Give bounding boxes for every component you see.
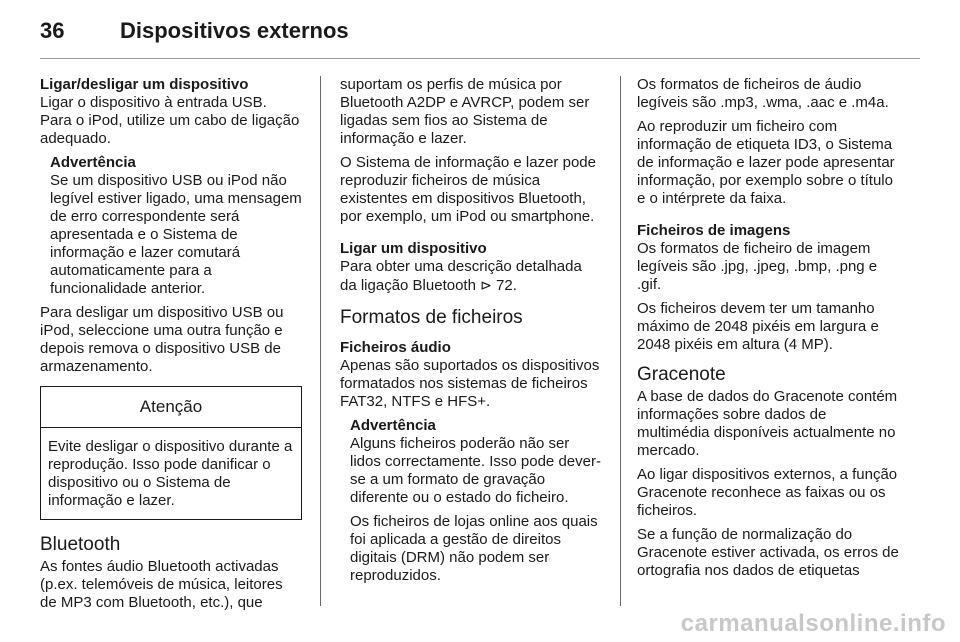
warning-text: Alguns ficheiros poderão não ser lidos correctamente. Isso pode dever-se a um formato de gravação diferente ou o estado do ficheiro.: [350, 435, 601, 506]
attention-box: [40, 386, 302, 520]
watermark: carmanualsonline.info: [680, 610, 946, 637]
column-divider-1: [320, 76, 321, 606]
bluetooth-continued: suportam os perfis de música por Bluetooth A2DP e AVRCP, podem ser ligadas sem fios ao Sistema de informação e lazer.: [340, 76, 590, 147]
image-files-heading: Ficheiros de imagens: [637, 222, 791, 239]
chapter-title: Dispositivos externos: [120, 18, 349, 43]
column-divider-2: [620, 76, 621, 606]
page-ref-arrow-icon: ⊳: [480, 277, 492, 293]
connect-heading: Ligar/desligar um dispositivo: [40, 76, 249, 93]
attention-text: Evite desligar o dispositivo durante a reprodução. Isso pode danificar o dispositivo ou o Sistema de informação e lazer.: [48, 438, 293, 509]
column-2: [340, 76, 602, 591]
connect-device-heading: Ligar um dispositivo: [340, 240, 487, 257]
gracenote-paragraph-2: Ao ligar dispositivos externos, a função Gracenote reconhece as faixas ou os ficheiros.: [637, 466, 898, 519]
gracenote-title: Gracenote: [637, 364, 726, 385]
warning-note-2: [340, 417, 602, 585]
column-3: [637, 76, 899, 586]
gracenote-paragraph-1: A base de dados do Gracenote contém informações sobre dados de multimédia disponíveis actualmente no mercado.: [637, 388, 898, 459]
bluetooth-title: Bluetooth: [40, 534, 121, 555]
bluetooth-paragraph: As fontes áudio Bluetooth activadas (p.ex. telemóveis de música, leitores de MP3 com Bluetooth, etc.), que: [40, 558, 283, 611]
connect-device-text: Para obter uma descrição detalhada da ligação Bluetooth: [340, 258, 582, 294]
page-number: 36: [40, 18, 65, 43]
column-1: [40, 76, 302, 618]
connect-device-paragraph: [340, 258, 602, 295]
audio-formats-paragraph: Os formatos de ficheiros de áudio legíveis são .mp3, .wma, .aac e .m4a.: [637, 76, 889, 111]
header-divider: [40, 58, 920, 59]
audio-files-heading: Ficheiros áudio: [340, 339, 451, 356]
warning-title: Advertência: [50, 154, 136, 171]
warning-title: Advertência: [350, 417, 436, 434]
warning-text: Os ficheiros de lojas online aos quais foi aplicada a gestão de direitos digitais (DRM) não podem ser reproduzidos.: [350, 513, 598, 584]
audio-files-paragraph: Apenas são suportados os dispositivos formatados nos sistemas de ficheiros FAT32, NTFS e HFS+.: [340, 357, 600, 410]
page-header: [40, 18, 920, 46]
system-paragraph: O Sistema de informação e lazer pode reproduzir ficheiros de música existentes em dispositivos Bluetooth, por exemplo, um iPod ou smartphone.: [340, 154, 596, 225]
image-size-paragraph: Os ficheiros devem ter um tamanho máximo de 2048 pixéis em largura e 2048 pixéis em altura (4 MP).: [637, 300, 879, 353]
id3-paragraph: Ao reproduzir um ficheiro com informação de etiqueta ID3, o Sistema de informação e lazer pode apresentar informação, por exemplo sobre o título e o intérprete da faixa.: [637, 118, 895, 207]
file-formats-title: Formatos de ficheiros: [340, 307, 523, 328]
warning-text: Se um dispositivo USB ou iPod não legível estiver ligado, uma mensagem de erro correspondente será apresentada e o Sistema de informação e lazer comutará automaticamente para a funcionalidade anterior.: [50, 172, 302, 297]
gracenote-paragraph-3: Se a função de normalização do Gracenote estiver activada, os erros de ortografia nos dados de etiquetas: [637, 526, 899, 579]
page-ref-number[interactable]: 72.: [496, 277, 517, 294]
connect-paragraph: Ligar o dispositivo à entrada USB. Para o iPod, utilize um cabo de ligação adequado.: [40, 94, 300, 147]
attention-title: Atenção: [41, 387, 301, 428]
warning-note-1: [40, 154, 302, 298]
disconnect-paragraph: Para desligar um dispositivo USB ou iPod, seleccione uma outra função e depois remova o dispositivo USB de armazenamento.: [40, 304, 284, 375]
image-formats-paragraph: Os formatos de ficheiro de imagem legíveis são .jpg, .jpeg, .bmp, .png e .gif.: [637, 240, 878, 293]
